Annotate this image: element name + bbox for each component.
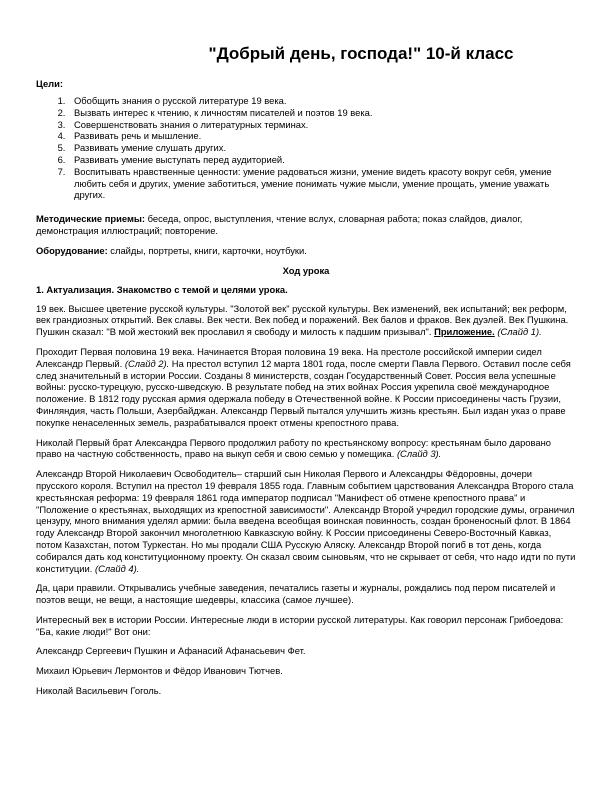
goal-item: 2. Вызвать интерес к чтению, к личностям писателей и поэтов 19 века.	[68, 107, 576, 119]
paragraph-interesting-age: Интересный век в истории России. Интересные люди в истории русской литературы. Как говорил персонаж Грибоедова: "Ба, какие люди!" Вот они:	[36, 613, 564, 637]
page-title: "Добрый день, господа!" 10-й класс	[208, 44, 514, 63]
goal-item: 7. Воспитывать нравственные ценности: умение радоваться жизни, умение видеть красоту вокруг себя, умение любить себя и других, умение заботиться, умение понимать чужие мысли, умение прощать, умение уважать других.	[68, 166, 576, 201]
paragraph-pushkin-fet: Александр Сергеевич Пушкин и Афанасий Афанасьевич Фет.	[36, 645, 306, 657]
paragraph-gogol: Николай Васильевич Гоголь.	[36, 685, 162, 697]
goals-list	[36, 95, 576, 201]
paragraph-text: Николай Первый брат Александра Первого продолжил работу по крестьянскому вопросу: крестьянам было даровано право на частную собственность, право на выкуп себя и свою семью у помещика.	[36, 436, 551, 460]
lesson-title: Ход урока	[282, 264, 330, 276]
slide-ref: (Слайд 2).	[124, 357, 170, 369]
goal-item: 4. Развивать речь и мышление.	[68, 130, 576, 142]
paragraph-text: 19 век. Высшее цветение русской культуры. "Золотой век" русской культуры. Век изменений, век испытаний; век реформ, век грандиозных открытий. Век славы. Век чести. Век побед и поражений. Век балов и фраков. Век дуэлей. Век Пушкина. Пушкин сказал: "В мой жестокий век прославил я свободу и милость к падшим призывал".	[36, 302, 569, 338]
paragraph-nicholas-first	[36, 437, 576, 461]
equipment-paragraph	[36, 245, 576, 257]
paragraph-alexander-second	[36, 468, 576, 574]
paragraph-lermontov-tyutchev: Михаил Юрьевич Лермонтов и Фёдор Иванович Тютчев.	[36, 665, 283, 677]
paragraph-text: Александр Второй Николаевич Освободитель– старший сын Николая Первого и Александры Фёдоровны, дочери прусского короля. Вступил на престол 19 февраля 1855 года. Главным событием царствования Александра Второго стала крестьянская реформа: 19 февраля 1861 года император подписал "Манифест об отмене крепостного права" и "Положение о крестьянах, выходящих из крепостной зависимости". Александр Второй учредил городские думы, ограничил цензуру, много внимания уделял армии: была введена всеобщая воинская повинность, создан броненосный флот. В 1864 году Александр Второй закончил многолетнюю Кавказскую войну. К России присоединены Северо-Восточный Кавказ, потом Казахстан, потом Туркестан. Но мы продали США Русскую Аляску. Александр Второй погиб в тот день, когда собирался дать код конституционному проекту. Он сказал своим сыновьям, что не скрывает от себя, что надо идти по пути конституции.	[36, 468, 576, 574]
goal-item: 1. Обобщить знания о русской литературе 19 века.	[68, 95, 576, 107]
paragraph-alexander-first	[36, 346, 576, 429]
section-heading: 1. Актуализация. Знакомство с темой и целями урока.	[36, 283, 288, 295]
goal-item: 3. Совершенствовать знания о литературных терминах.	[68, 119, 576, 131]
equipment-label: Оборудование:	[36, 244, 108, 256]
paragraph-tsars-ruled: Да, цари правили. Открывались учебные заведения, печатались газеты и журналы, рождались под пером писателей и поэтов вещи, не вещи, а настоящие шедевры, классика (самое лучшее).	[36, 582, 556, 606]
goal-item: 6. Развивать умение выступать перед аудиторией.	[68, 154, 576, 166]
methods-label: Методические приемы:	[36, 213, 146, 225]
appendix-link[interactable]: Приложение.	[434, 326, 495, 338]
methods-paragraph	[36, 213, 576, 237]
paragraph-golden-age	[36, 303, 576, 338]
paragraph-text: Проходит Первая половина 19 века. Начинается Вторая половина 19 века. На престоле российской империи сидел Александр Первый.	[36, 345, 542, 369]
equipment-text: слайды, портреты, книги, карточки, ноутбуки.	[107, 244, 307, 256]
slide-ref: (Слайд 1).	[494, 326, 542, 338]
slide-ref: (Слайд 4).	[94, 562, 140, 574]
slide-ref: (Слайд 3).	[396, 448, 442, 460]
paragraph-text: На престол вступил 12 марта 1801 года, после смерти Павла Первого. Оставил после себя след значительный в истории России. Созданы 8 министерств, создан Государственный Совет. Россия вела успешные войны: русско-турецкую, русско-шведскую. В результате побед на этих войнах Россия укрепила своё международное положение. В 1812 году русская армия одержала победу в Отечественной войне. К России присоединены часть Грузии, Финляндия, часть Польши, Азербайджан. Александр Первый пытался улучшить жизнь крестьян. Был издан указ о праве покупке ненаселенных земель, разрабатывался проект отмены крепостного права.	[36, 357, 571, 428]
goals-label: Цели:	[36, 78, 64, 89]
goal-item: 5. Развивать умение слушать других.	[68, 142, 576, 154]
methods-text: беседа, опрос, выступления, чтение вслух, словарная работа; показ слайдов, диалог, демонстрация иллюстраций; повторение.	[36, 213, 523, 236]
